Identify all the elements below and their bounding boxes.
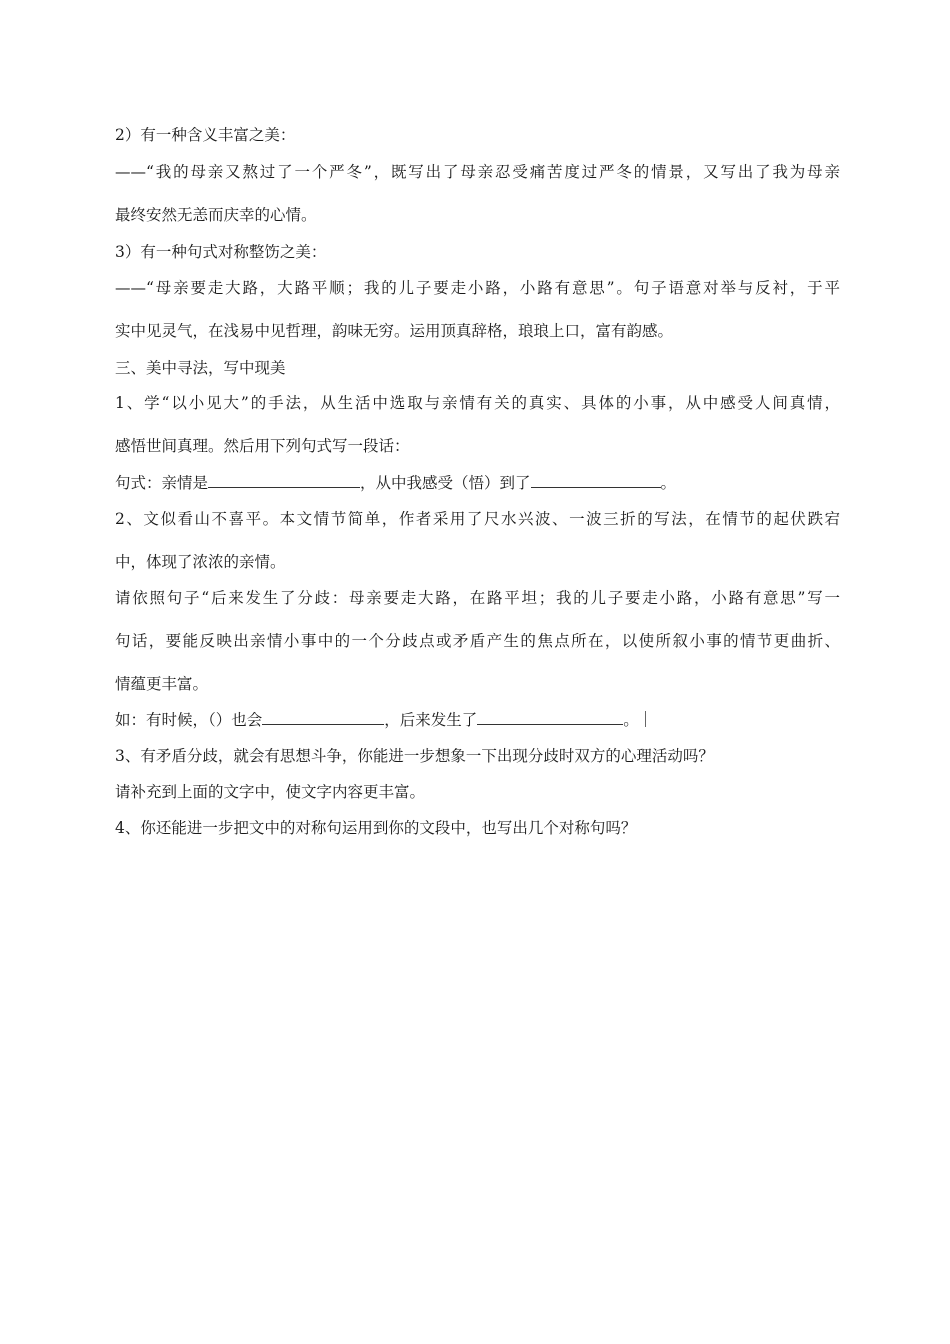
q2-text-line-1: 2、文似看山不喜平。本文情节简单，作者采用了尺水兴波、一波三折的写法，在情节的起伏跌宕	[115, 510, 840, 528]
q2-text-line-2: 中，体现了浓浓的亲情。	[115, 553, 286, 571]
q2-example-middle: ，后来发生了	[384, 711, 478, 729]
q3-text-line-2: 请补充到上面的文字中，使文字内容更丰富。	[115, 783, 426, 801]
s3-text-line-1: ——“母亲要走大路，大路平顺；我的儿子要走小路，小路有意思”。句子语意对举与反衬，于平	[115, 279, 840, 297]
q1-blank-1[interactable]	[208, 472, 360, 488]
q3-text-line-1: 3、有矛盾分歧，就会有思想斗争，你能进一步想象一下出现分歧时双方的心理活动吗？	[115, 747, 714, 765]
q2-example-prefix: 如：有时候，（）也会	[115, 711, 263, 729]
q1-pattern-end: 。	[660, 474, 677, 492]
s3-heading: 3）有一种句式对称整饬之美：	[115, 243, 327, 261]
q1-text-line-2: 感悟世间真理。然后用下列句式写一段话：	[115, 437, 410, 455]
q1-pattern-middle: ，从中我感受（悟）到了	[360, 474, 531, 492]
q2-blank-1[interactable]	[262, 709, 384, 725]
q4-text: 4、你还能进一步把文中的对称句运用到你的文段中，也写出几个对称句吗？	[115, 819, 637, 837]
q1-blank-2[interactable]	[531, 472, 661, 488]
q1-pattern-prefix: 句式：亲情是	[115, 474, 209, 492]
q1-sentence-pattern	[115, 472, 676, 494]
q2-text-line-3: 请依照句子“后来发生了分歧：母亲要走大路，在路平坦；我的儿子要走小路，小路有意思”写一	[115, 589, 840, 607]
q2-example-sentence	[115, 709, 646, 731]
s2-text-line-1: ——“我的母亲又熬过了一个严冬”，既写出了母亲忍受痛苦度过严冬的情景，又写出了我为母亲	[115, 163, 840, 181]
s2-heading: 2）有一种含义丰富之美：	[115, 126, 296, 144]
q2-blank-2[interactable]	[477, 709, 623, 725]
q2-text-line-4: 句话，要能反映出亲情小事中的一个分歧点或矛盾产生的焦点所在，以使所叙小事的情节更曲折、	[115, 632, 840, 650]
s2-text-line-2: 最终安然无恙而庆幸的心情。	[115, 206, 317, 224]
part3-heading: 三、美中寻法，写中现美	[115, 359, 286, 377]
q2-text-line-5: 情蕴更丰富。	[115, 675, 209, 693]
s3-text-line-2: 实中见灵气，在浅易中见哲理，韵味无穷。运用顶真辞格，琅琅上口，富有韵感。	[115, 322, 674, 340]
text-cursor	[645, 711, 646, 727]
q2-example-end: 。	[623, 711, 639, 729]
q1-text-line-1: 1、学“以小见大”的手法，从生活中选取与亲情有关的真实、具体的小事，从中感受人间真情，	[115, 394, 840, 412]
